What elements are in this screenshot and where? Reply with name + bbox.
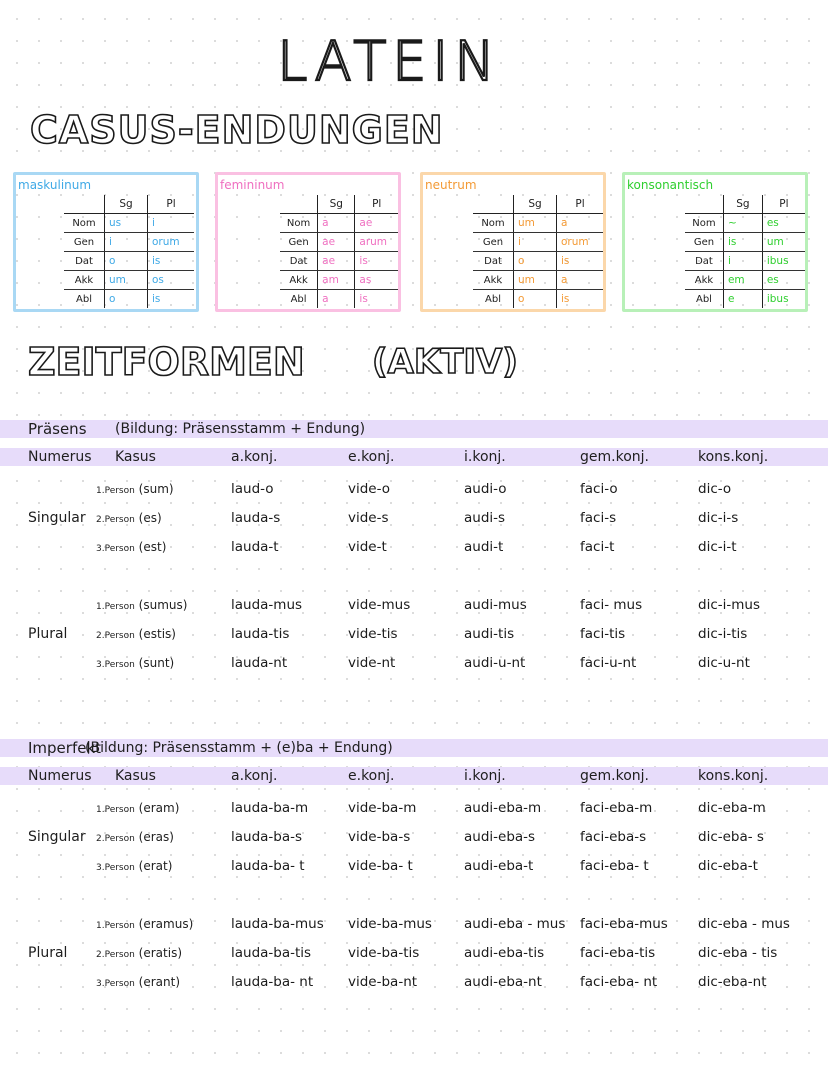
verb-form: faci-t (580, 539, 615, 555)
column-header: kons.konj. (698, 768, 769, 784)
plural-ending: ae (355, 214, 398, 233)
case-name: Nom (280, 214, 318, 233)
case-ending-table (473, 195, 603, 308)
column-header: e.konj. (348, 449, 395, 465)
singular-ending: a (318, 290, 355, 309)
pronoun: (eras) (138, 830, 174, 844)
pronoun: (erat) (138, 859, 173, 873)
case-box-femininum (215, 172, 401, 312)
pronoun: (eratis) (138, 946, 182, 960)
verb-form: audi-o (464, 481, 507, 497)
imperfekt-label: Imperfekt (28, 739, 102, 757)
plural-group-label: Plural (28, 945, 68, 961)
case-name: Abl (280, 290, 318, 309)
person-cell (96, 596, 187, 616)
case-row (685, 233, 805, 252)
pl-header: Pl (762, 195, 805, 214)
plural-ending: a (557, 271, 604, 290)
singular-ending: i (514, 233, 557, 252)
person-number: 2.Person (96, 950, 135, 960)
verb-form: vide-ba-nt (348, 974, 418, 990)
case-box-konsonantisch (622, 172, 808, 312)
verb-form: lauda-ba-s (231, 829, 303, 845)
person-number: 3.Person (96, 979, 135, 989)
case-row (280, 252, 398, 271)
pl-header: Pl (148, 195, 195, 214)
case-box-label: maskulinum (18, 178, 92, 192)
person-cell (96, 625, 176, 645)
pronoun: (sum) (138, 482, 174, 496)
verb-form: faci- mus (580, 597, 643, 613)
person-cell (96, 944, 182, 964)
case-name: Gen (473, 233, 514, 252)
plural-ending: orum (148, 233, 195, 252)
singular-ending: a (318, 214, 355, 233)
column-header: Numerus (28, 449, 92, 465)
column-header: gem.konj. (580, 449, 649, 465)
plural-ending: as (355, 271, 398, 290)
case-row (685, 271, 805, 290)
case-ending-table (280, 195, 398, 308)
case-name: Akk (685, 271, 723, 290)
plural-ending: i (148, 214, 195, 233)
plural-ending: es (762, 214, 805, 233)
pronoun: (eram) (138, 801, 180, 815)
case-row (685, 290, 805, 309)
case-name: Gen (685, 233, 723, 252)
person-cell (96, 538, 166, 558)
verb-form: lauda-ba- t (231, 858, 305, 874)
praesens-label: Präsens (28, 420, 87, 438)
person-number: 3.Person (96, 660, 135, 670)
page-title: LATEIN (277, 30, 501, 93)
plural-ending: um (762, 233, 805, 252)
plural-ending: arum (355, 233, 398, 252)
singular-ending: is (723, 233, 762, 252)
person-number: 2.Person (96, 515, 135, 525)
verb-form: audi-t (464, 539, 504, 555)
case-name: Dat (473, 252, 514, 271)
case-box-label: neutrum (425, 178, 477, 192)
case-name: Nom (473, 214, 514, 233)
person-number: 1.Person (96, 805, 135, 815)
case-name: Abl (473, 290, 514, 309)
verb-form: dic-eba-t (698, 858, 758, 874)
verb-form: dic-eba - mus (698, 916, 790, 932)
verb-form: lauda-mus (231, 597, 303, 613)
singular-ending: am (318, 271, 355, 290)
plural-ending: es (762, 271, 805, 290)
column-header: i.konj. (464, 449, 506, 465)
verb-form: lauda-tis (231, 626, 290, 642)
verb-form: faci-eba- nt (580, 974, 658, 990)
singular-ending: i (723, 252, 762, 271)
verb-form: dic-o (698, 481, 732, 497)
case-name: Dat (64, 252, 105, 271)
verb-form: lauda-ba-tis (231, 945, 312, 961)
singular-ending: o (105, 252, 148, 271)
case-name: Gen (280, 233, 318, 252)
person-cell (96, 973, 180, 993)
case-row (685, 214, 805, 233)
case-row (473, 290, 603, 309)
column-header: gem.konj. (580, 768, 649, 784)
person-number: 2.Person (96, 631, 135, 641)
case-row (64, 252, 194, 271)
plural-ending: is (355, 252, 398, 271)
case-name: Dat (685, 252, 723, 271)
verb-form: faci-eba-s (580, 829, 647, 845)
verb-form: vide-ba-tis (348, 945, 420, 961)
pronoun: (erant) (138, 975, 181, 989)
verb-form: dic-i-s (698, 510, 739, 526)
verb-form: dic-eba-m (698, 800, 766, 816)
verb-form: faci-o (580, 481, 618, 497)
case-row (473, 214, 603, 233)
case-name: Akk (473, 271, 514, 290)
verb-form: dic-eba- s (698, 829, 764, 845)
verb-form: audi-eba-tis (464, 945, 545, 961)
person-number: 2.Person (96, 834, 135, 844)
verb-form: dic-eba - tis (698, 945, 778, 961)
pl-header: Pl (557, 195, 604, 214)
singular-group-label: Singular (28, 829, 86, 845)
aktiv-label: (AKTIV) (372, 342, 518, 382)
singular-ending: um (514, 214, 557, 233)
column-header: a.konj. (231, 768, 278, 784)
verb-form: faci-tis (580, 626, 626, 642)
case-ending-table (64, 195, 194, 308)
verb-form: faci-s (580, 510, 617, 526)
verb-form: faci-eba-tis (580, 945, 656, 961)
case-name: Dat (280, 252, 318, 271)
singular-ending: o (514, 252, 557, 271)
singular-ending: ae (318, 233, 355, 252)
verb-form: faci-eba- t (580, 858, 649, 874)
plural-ending: is (359, 293, 368, 305)
pronoun: (sunt) (138, 656, 175, 670)
verb-form: dic-i-mus (698, 597, 760, 613)
singular-ending: i (105, 233, 148, 252)
verb-form: lauda-t (231, 539, 279, 555)
verb-form: lauda-s (231, 510, 281, 526)
verb-form: vide-t (348, 539, 387, 555)
plural-ending: is (561, 293, 570, 305)
sg-header: Sg (723, 195, 762, 214)
case-name: Abl (64, 290, 105, 309)
singular-ending: o (105, 290, 148, 309)
person-number: 1.Person (96, 921, 135, 931)
person-cell (96, 915, 193, 935)
verb-form: vide-ba-mus (348, 916, 432, 932)
verb-form: vide-ba-s (348, 829, 411, 845)
verb-form: dic-i-tis (698, 626, 748, 642)
verb-form: vide-tis (348, 626, 398, 642)
case-name: Abl (685, 290, 723, 309)
case-row (280, 290, 398, 309)
verb-form: faci-eba-mus (580, 916, 668, 932)
case-box-label: femininum (220, 178, 285, 192)
person-number: 1.Person (96, 602, 135, 612)
praesens-bildung: (Bildung: Präsensstamm + Endung) (115, 421, 366, 437)
case-row (280, 271, 398, 290)
person-number: 1.Person (96, 486, 135, 496)
column-header: Kasus (115, 768, 156, 784)
pronoun: (sumus) (138, 598, 188, 612)
plural-group-label: Plural (28, 626, 68, 642)
verb-form: audi-eba-s (464, 829, 536, 845)
column-header: a.konj. (231, 449, 278, 465)
verb-form: audi-eba-m (464, 800, 542, 816)
sg-header: Sg (514, 195, 557, 214)
verb-form: vide-ba- t (348, 858, 413, 874)
pronoun: (estis) (138, 627, 176, 641)
case-box-maskulinum (13, 172, 199, 312)
person-number: 3.Person (96, 544, 135, 554)
verb-form: audi-s (464, 510, 506, 526)
case-box-label: konsonantisch (627, 178, 714, 192)
verb-form: faci-eba-m (580, 800, 653, 816)
case-box-neutrum (420, 172, 606, 312)
verb-form: dic-i-t (698, 539, 737, 555)
case-name: Gen (64, 233, 105, 252)
verb-form: lauda-nt (231, 655, 288, 671)
singular-ending: ~ (723, 214, 762, 233)
case-ending-table (685, 195, 805, 308)
verb-form: dic-eba-nt (698, 974, 767, 990)
verb-form: audi-eba - mus (464, 916, 566, 932)
plural-ending: is (557, 252, 604, 271)
sg-header: Sg (318, 195, 355, 214)
case-row (473, 252, 603, 271)
plural-ending: os (148, 271, 195, 290)
person-cell (96, 857, 172, 877)
singular-ending: em (723, 271, 762, 290)
column-header: kons.konj. (698, 449, 769, 465)
case-row (64, 233, 194, 252)
column-header: Numerus (28, 768, 92, 784)
case-name: Akk (64, 271, 105, 290)
casus-section-title: CASUS-ENDUNGEN (30, 108, 444, 152)
verb-form: dic-u-nt (698, 655, 750, 671)
case-row (64, 290, 194, 309)
verb-form: audi-u-nt (464, 655, 526, 671)
case-name: Nom (685, 214, 723, 233)
verb-form: lauda-ba-mus (231, 916, 324, 932)
verb-form: laud-o (231, 481, 274, 497)
verb-form: vide-mus (348, 597, 411, 613)
singular-ending: o (514, 290, 557, 309)
verb-form: vide-ba-m (348, 800, 417, 816)
singular-ending: e (723, 290, 762, 309)
case-row (473, 271, 603, 290)
person-cell (96, 480, 174, 500)
person-cell (96, 654, 174, 674)
pronoun: (eramus) (138, 917, 194, 931)
column-header: i.konj. (464, 768, 506, 784)
singular-ending: um (514, 271, 557, 290)
verb-form: audi-eba-nt (464, 974, 542, 990)
singular-ending: um (105, 271, 148, 290)
plural-ending: ibus (762, 252, 805, 271)
singular-group-label: Singular (28, 510, 86, 526)
case-row (473, 233, 603, 252)
column-header: e.konj. (348, 768, 395, 784)
plural-ending: is (152, 293, 161, 305)
verb-form: lauda-ba- nt (231, 974, 314, 990)
case-row (280, 233, 398, 252)
plural-ending: orum (557, 233, 604, 252)
case-row (280, 214, 398, 233)
verb-form: vide-s (348, 510, 389, 526)
verb-form: vide-nt (348, 655, 396, 671)
plural-ending: ibus (766, 293, 789, 305)
case-row (685, 252, 805, 271)
pl-header: Pl (355, 195, 398, 214)
person-cell (96, 799, 179, 819)
case-name: Nom (64, 214, 105, 233)
zeitformen-section-title: ZEITFORMEN (28, 340, 305, 384)
case-row (64, 214, 194, 233)
sg-header: Sg (105, 195, 148, 214)
person-cell (96, 828, 174, 848)
pronoun: (est) (138, 540, 167, 554)
person-number: 3.Person (96, 863, 135, 873)
singular-ending: us (105, 214, 148, 233)
singular-ending: ae (318, 252, 355, 271)
pronoun: (es) (138, 511, 162, 525)
verb-form: audi-tis (464, 626, 515, 642)
verb-form: audi-eba-t (464, 858, 534, 874)
column-header: Kasus (115, 449, 156, 465)
verb-form: lauda-ba-m (231, 800, 309, 816)
plural-ending: a (557, 214, 604, 233)
plural-ending: is (148, 252, 195, 271)
imperfekt-bildung: (Bildung: Präsensstamm + (e)ba + Endung) (85, 740, 393, 756)
case-row (64, 271, 194, 290)
verb-form: faci-u-nt (580, 655, 637, 671)
case-name: Akk (280, 271, 318, 290)
person-cell (96, 509, 162, 529)
verb-form: vide-o (348, 481, 390, 497)
verb-form: audi-mus (464, 597, 527, 613)
